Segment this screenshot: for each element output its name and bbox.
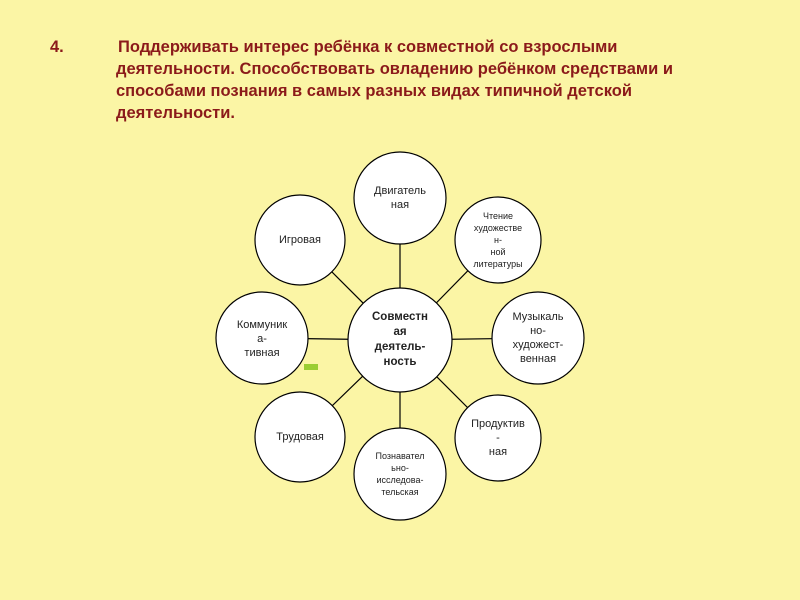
node-dvigatelnaya-label: Двигатель ная xyxy=(374,185,426,211)
node-chtenie-label: Чтение художестве н- ной литературы xyxy=(473,211,523,269)
circle-poznavatelnaya xyxy=(354,428,446,520)
circle-igrovaya xyxy=(255,195,345,285)
circle-chtenie xyxy=(455,197,541,283)
heading-text: Поддерживать интерес ребёнка к совместной со взрослыми деятельности. Способствовать овладению ребёнком средствами и способами познания в самых разных видах типичной детской деятельности. xyxy=(116,38,673,122)
circle-center xyxy=(348,288,452,392)
node-muzykalnaya-label: Музыкаль но- художест- венная xyxy=(512,311,564,365)
node-trudovaya-label: Трудовая xyxy=(276,431,324,443)
node-produktivnaya-label: Продуктив - ная xyxy=(471,418,525,458)
green-marker xyxy=(304,364,318,370)
node-kommunikativnaya-label: Коммуник а- тивная xyxy=(236,319,288,359)
circle-dvigatelnaya xyxy=(354,152,446,244)
node-poznavatelnaya-label: Познавател ьно- исследова- тельская xyxy=(375,451,425,497)
node-igrovaya-label: Игровая xyxy=(279,234,321,246)
circle-muzykalnaya xyxy=(492,292,584,384)
heading-number: 4. xyxy=(50,38,64,56)
center-node-label: Совместн ая деятель- ность xyxy=(372,311,428,368)
circle-trudovaya xyxy=(255,392,345,482)
circle-produktivnaya xyxy=(455,395,541,481)
circle-kommunikativnaya xyxy=(216,292,308,384)
